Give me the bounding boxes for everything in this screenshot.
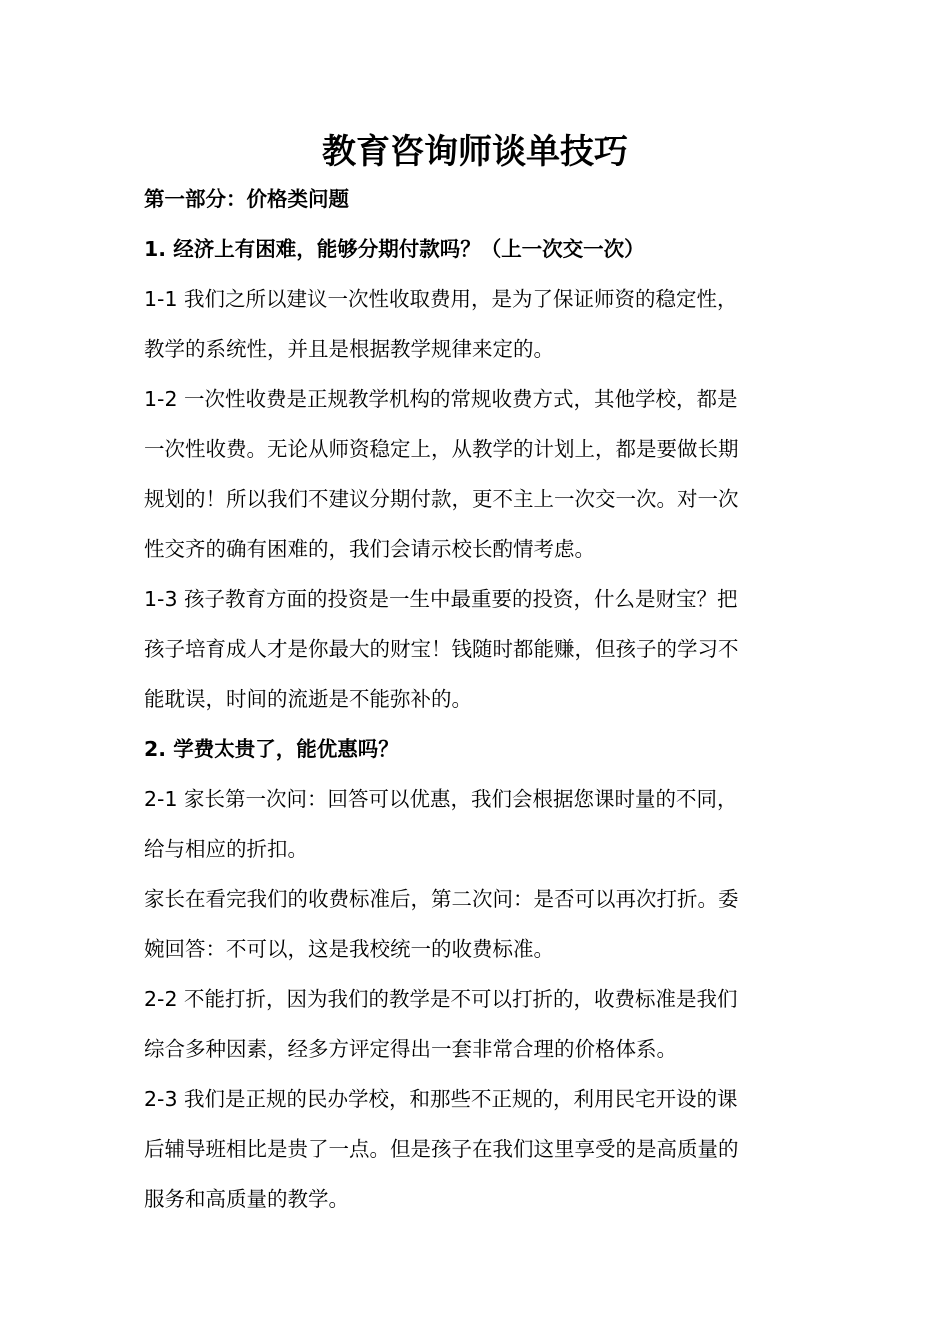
document-body (144, 174, 814, 1224)
answer-1-2-line-3: 规划的！所以我们不建议分期付款，更不主上一次交一次。对一次 (144, 487, 739, 511)
section-heading: 第一部分：价格类问题 (144, 187, 349, 211)
question-1-heading: 1. 经济上有困难，能够分期付款吗？（上一次交一次） (144, 237, 645, 261)
answer-1-3-line-1: 1-3 孩子教育方面的投资是一生中最重要的投资，什么是财宝？把 (144, 587, 738, 611)
document-title: 教育咨询师谈单技巧 (322, 132, 628, 172)
answer-1-2-line-1: 1-2 一次性收费是正规教学机构的常规收费方式，其他学校，都是 (144, 387, 738, 411)
answer-1-3-line-2: 孩子培育成人才是你最大的财宝！钱随时都能赚，但孩子的学习不 (144, 637, 739, 661)
answer-1-2-line-4: 性交齐的确有困难的，我们会请示校长酌情考虑。 (144, 537, 595, 561)
answer-2-1b-line-2: 婉回答：不可以，这是我校统一的收费标准。 (144, 937, 554, 961)
answer-1-2-line-2: 一次性收费。无论从师资稳定上，从教学的计划上，都是要做长期 (144, 437, 739, 461)
answer-2-3-line-1: 2-3 我们是正规的民办学校，和那些不正规的，利用民宅开设的课 (144, 1087, 738, 1111)
answer-2-1-line-1: 2-1 家长第一次问：回答可以优惠，我们会根据您课时量的不同， (144, 787, 738, 811)
answer-2-3-line-2: 后辅导班相比是贵了一点。但是孩子在我们这里享受的是高质量的 (144, 1137, 739, 1161)
answer-1-3-line-3: 能耽误，时间的流逝是不能弥补的。 (144, 687, 472, 711)
answer-2-1-line-2: 给与相应的折扣。 (144, 837, 308, 861)
answer-2-3-line-3: 服务和高质量的教学。 (144, 1187, 349, 1211)
answer-2-2-line-2: 综合多种因素，经多方评定得出一套非常合理的价格体系。 (144, 1037, 677, 1061)
question-2-heading: 2. 学费太贵了，能优惠吗？ (144, 737, 399, 761)
answer-1-1-line-1: 1-1 我们之所以建议一次性收取费用，是为了保证师资的稳定性， (144, 287, 738, 311)
answer-2-2-line-1: 2-2 不能打折，因为我们的教学是不可以打折的，收费标准是我们 (144, 987, 738, 1011)
answer-2-1b-line-1: 家长在看完我们的收费标准后，第二次问：是否可以再次打折。委 (144, 887, 739, 911)
answer-1-1-line-2: 教学的系统性，并且是根据教学规律来定的。 (144, 337, 554, 361)
